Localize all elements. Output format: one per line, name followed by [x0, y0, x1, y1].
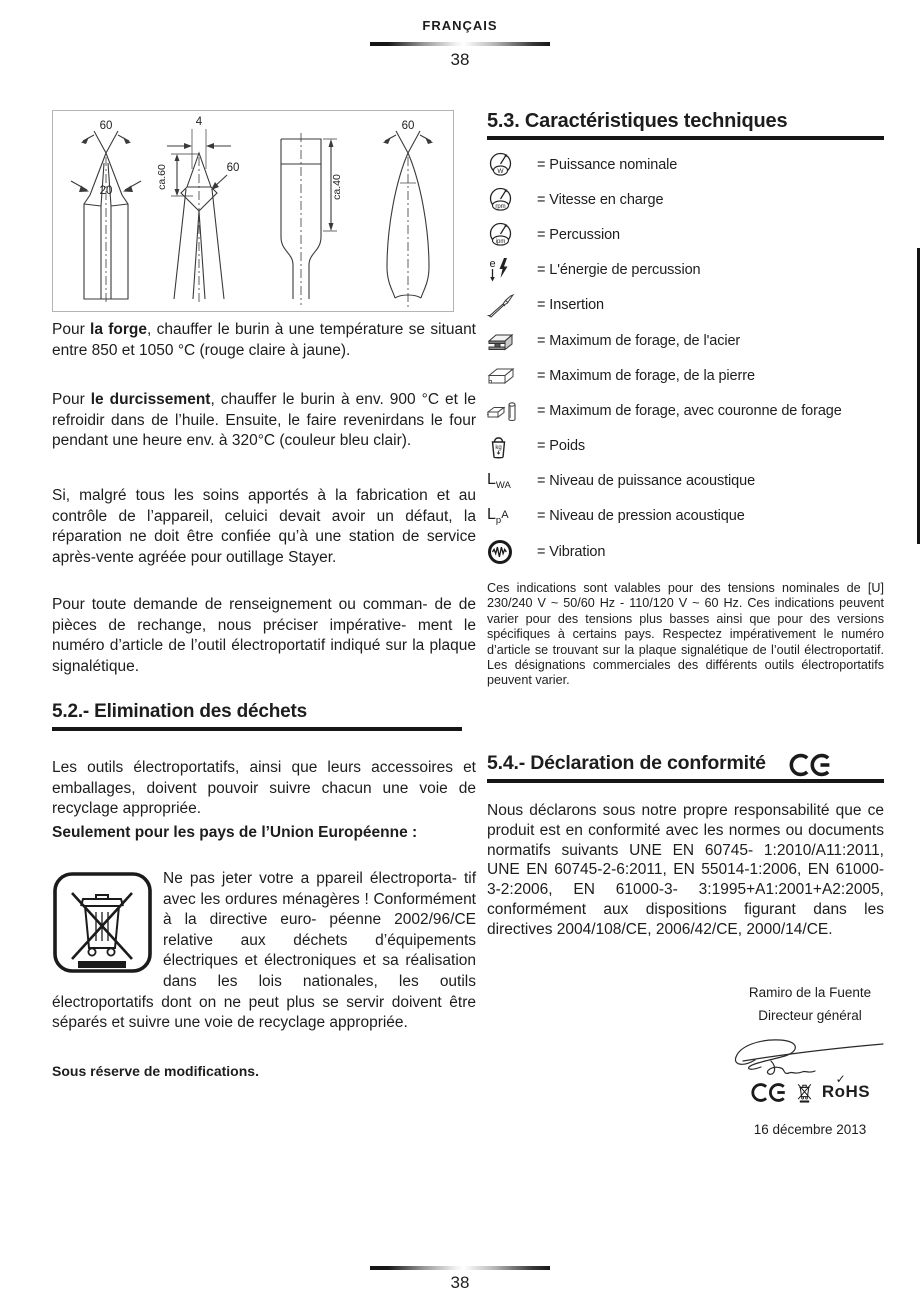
stone-drilling-icon: [487, 366, 521, 385]
weee-crossed-bin-icon: [52, 871, 153, 974]
spec-row-stone: [487, 358, 884, 393]
conformity-paragraph: Nous déclarons sous notre propre responsabilité que ce produit est en conformité avec les normes ou documents normatifs suivants UNE EN 60745- 1:2010/A11:2011, UNE EN 60745-2-6:2011, EN 55014-1:2006, EN 61000-3-2:2006, EN 61000-3- 3:1995+A1:2001+A2:2005, conformément aux dispositions figurant dans les directives 2004/108/CE, 2006/42/CE, 2000/14/CE.: [487, 802, 884, 938]
recycling-paragraph: Les outils électroportatifs, ainsi que leurs accessoires et emballages, doivent pouvoir suivre chacun une voie de recyclage appropriée.: [52, 759, 476, 818]
forge-pre: Pour: [52, 321, 91, 338]
spec-row-power: [487, 147, 884, 182]
ce-logo-icon: [750, 1082, 787, 1103]
spec-label: = Niveau de pression acoustique: [537, 508, 745, 525]
spec-row-speed: [487, 182, 884, 217]
svg-text:60: 60: [99, 120, 113, 132]
spec-label: = Vibration: [537, 543, 606, 560]
lpa-base: L: [487, 506, 496, 524]
lwa-base: L: [487, 471, 496, 489]
section-53-rule: [487, 136, 884, 140]
section-53-title: 5.3. Caractéristiques techniques: [487, 110, 788, 132]
spec-row-weight: [487, 429, 884, 464]
spec-label: = Niveau de puissance acoustique: [537, 473, 756, 490]
svg-text:rpm: rpm: [495, 204, 506, 211]
section-52-rule: [52, 727, 462, 731]
section-54-header: [487, 752, 884, 777]
language-header: FRANÇAIS: [422, 18, 498, 33]
repair-paragraph: Si, malgré tous les soins apportés à la fabrication et au contrôle de l’appareil, celuici devait avoir un défaut, la réparation ne doit être confiée qu’à une station de service après-vente agréée pour outillage Stayer.: [52, 487, 476, 566]
vibration-icon: [487, 539, 521, 565]
spec-label: = Maximum de forage, avec couronne de forage: [537, 402, 842, 419]
svg-text:60: 60: [226, 162, 240, 174]
section-52-title: 5.2.- Elimination des déchets: [52, 701, 307, 722]
spec-row-insertion: [487, 288, 884, 323]
spec-label: = Maximum de forage, de l'acier: [537, 332, 741, 349]
spec-label: = Insertion: [537, 297, 605, 314]
sound-pressure-symbol: [487, 506, 521, 526]
right-margin-line: [917, 248, 920, 544]
forge-post: , chauffer le burin à une température se situant entre 850 et 1050 °C (rouge claire à jaune).: [52, 321, 476, 359]
svg-text:60: 60: [401, 120, 415, 132]
chisel-diagram-svg: [53, 111, 451, 309]
forge-bold: la forge: [90, 321, 148, 338]
impact-energy-icon: [487, 257, 521, 284]
svg-text:4: 4: [195, 116, 203, 128]
spec-label: = Puissance nominale: [537, 156, 678, 173]
spec-row-steel: [487, 323, 884, 358]
svg-text:ca.60: ca.60: [156, 164, 168, 190]
svg-text:ca.40: ca.40: [331, 174, 343, 200]
signatory-name: Ramiro de la Fuente: [748, 985, 872, 1000]
insertion-tool-icon: [487, 292, 521, 318]
lpa-tail: A: [501, 509, 509, 522]
hardening-pre: Pour: [52, 391, 91, 408]
hardening-paragraph: [52, 390, 476, 452]
chisel-diagram: [52, 110, 454, 312]
chisel-profile-1: [71, 120, 141, 305]
spec-row-percussion: [487, 217, 884, 252]
modifications-note: Sous réserve de modifications.: [52, 1063, 259, 1079]
svg-text:20: 20: [99, 185, 113, 197]
spec-row-core-bit: [487, 393, 884, 428]
compliance-logos: [720, 1072, 900, 1104]
hardening-post: , chauffer le burin à env. 900 °C et le refroidir dans de l’huile. Ensuite, le faire revenirdans le four pendant une heure env. à 320°C (couleur bleu clair).: [52, 391, 476, 450]
spare-parts-paragraph: Pour toute demande de renseignement ou comman- de de pièces de rechange, nous préciser impérative- ment le numéro d’article de l’outil électroportatif indiqué sur la plaque signalétique.: [52, 596, 476, 675]
section-54-title: 5.4.- Déclaration de conformité: [487, 752, 766, 774]
speed-gauge-icon: [487, 186, 521, 213]
spec-label: = Vitesse en charge: [537, 191, 664, 208]
steel-drilling-icon: [487, 331, 521, 351]
spec-row-sound-pressure: [487, 499, 884, 534]
sound-power-symbol: [487, 471, 521, 491]
page-number-top: 38: [450, 50, 470, 69]
footer-rule: [370, 1266, 550, 1270]
signatory-title: Directeur général: [758, 1008, 862, 1023]
core-bit-icon: [487, 399, 521, 423]
spec-row-impact-energy: [487, 253, 884, 288]
voltage-note: Ces indications sont valables pour des tensions nominales de [U] 230/240 V ~ 50/60 Hz - 110/120 V ~ 60 Hz. Ces indications peuvent varier pour des tensions plus basses ainsi que pour des versions spécifiques à certains pays. Respectez impérativement le numéro d’article se trouvant sur la plaque signalétique de l’outil électroportatif. Les désignations commerciales des différents outils électroportatifs peuvent varier.: [487, 581, 884, 688]
power-gauge-icon: [487, 151, 521, 178]
spec-label: = Percussion: [537, 226, 621, 243]
chisel-profile-4: [383, 120, 433, 307]
ce-mark-icon: [788, 753, 832, 777]
spec-list: [487, 147, 884, 569]
svg-text:W: W: [497, 167, 504, 175]
hardening-bold: le durcissement: [90, 391, 211, 408]
section-54-rule: [487, 779, 884, 783]
rohs-check-icon: ✓: [835, 1072, 847, 1086]
eu-only-heading: Seulement pour les pays de l’Union Européenne :: [52, 824, 418, 841]
chisel-profile-2: [156, 116, 239, 305]
spec-row-sound-power: [487, 464, 884, 499]
weight-icon: [487, 433, 521, 460]
percussion-gauge-icon: [487, 221, 521, 248]
forge-paragraph: [52, 320, 476, 361]
chisel-profile-3: [281, 133, 343, 305]
svg-text:ipm: ipm: [495, 239, 506, 246]
weee-block: [52, 869, 476, 1034]
lwa-sub: WA: [495, 480, 511, 492]
svg-text:kg: kg: [495, 444, 502, 451]
spec-label: = Maximum de forage, de la pierre: [537, 367, 755, 384]
lpa-sub: p: [495, 515, 502, 527]
spec-label: = Poids: [537, 438, 586, 455]
spec-label: = L'énergie de percussion: [537, 262, 701, 279]
page-number-bottom: 38: [450, 1273, 470, 1292]
weee-small-icon: [796, 1080, 813, 1104]
signature: [720, 1030, 900, 1082]
spec-row-vibration: [487, 534, 884, 569]
rohs-logo: Ro ✓ HS: [821, 1072, 871, 1101]
declaration-date: 16 décembre 2013: [753, 1122, 867, 1137]
header-rule: [370, 42, 550, 46]
weee-text: Ne pas jeter votre a ppareil électroporta- tif avec les ordures ménagères ! Conformément à la directive euro- péenne 2002/96/CE relative aux déchets d’équipements électriques et électroniques et sa réalisation dans les lois nationales, les outils électroportatifs dont on ne peut plus se servir doivent être séparés et suivre une voie de recyclage appropriée.: [52, 870, 476, 1032]
svg-text:e: e: [489, 257, 496, 270]
